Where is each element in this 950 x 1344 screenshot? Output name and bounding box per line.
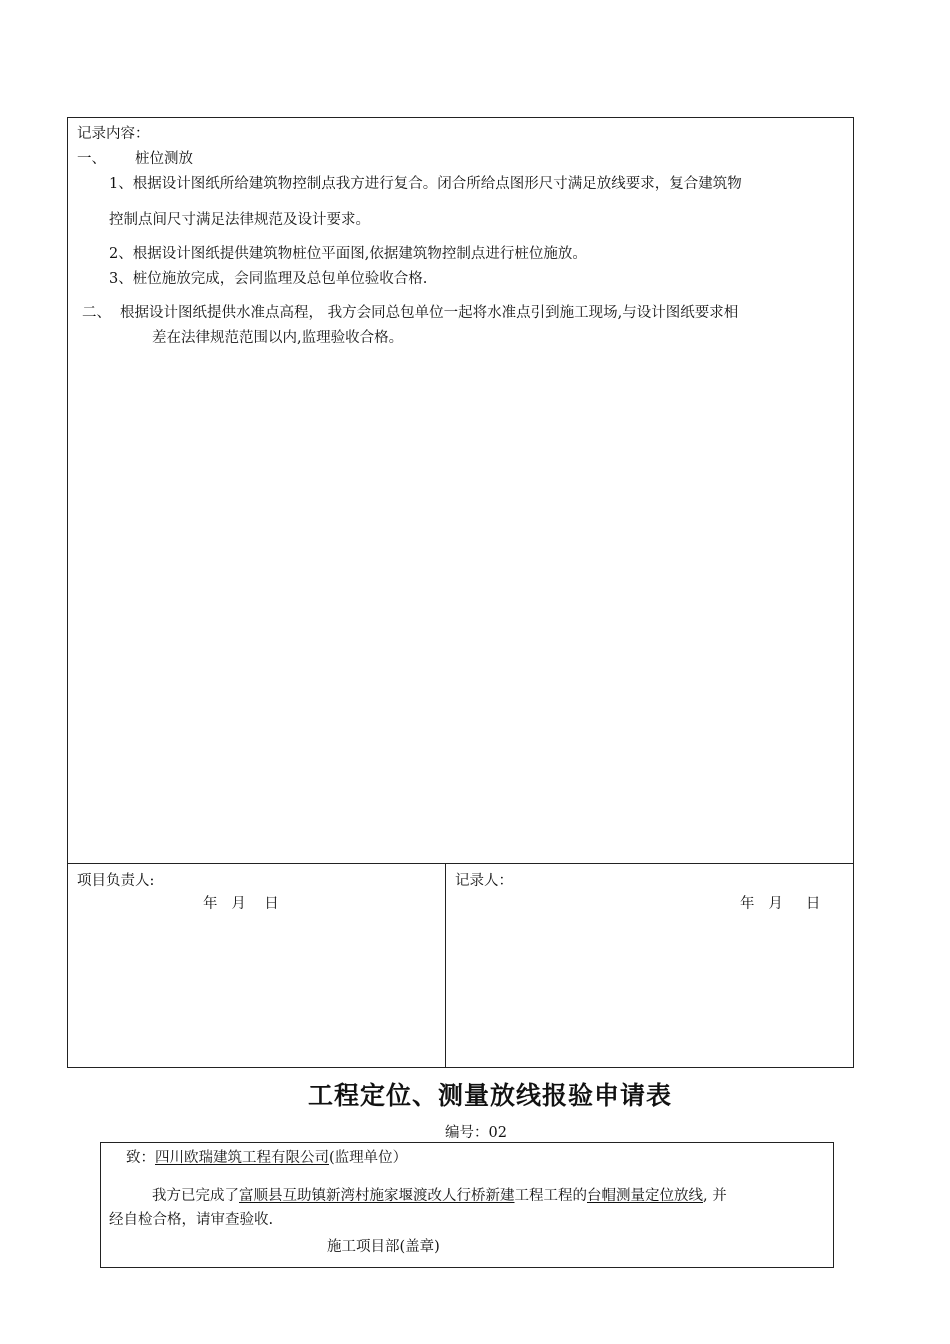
form-number: 编号：02 — [445, 1125, 507, 1141]
addressee-prefix: 致： — [126, 1150, 155, 1166]
section2-line2: 差在法律规范范围以内,监理验收合格。 — [152, 330, 404, 346]
item1-line1: 1、根据设计图纸所给建筑物控制点我方进行复合。闭合所给点图形尺寸满足放线要求，复合建筑物 — [109, 176, 742, 192]
construction-dept-signer: 施工项目部(盖章) — [327, 1239, 440, 1255]
item3-text: 3、桩位施放完成，会同监理及总包单位验收合格. — [109, 271, 428, 287]
recorder-date: 年 月 日 — [740, 896, 821, 912]
record-table-divider — [67, 863, 854, 864]
project-manager-date: 年 月 日 — [203, 896, 279, 912]
section2-line1: 根据设计图纸提供水准点高程， 我方会同总包单位一起将水准点引到施工现场,与设计图纸要求相 — [120, 305, 739, 321]
application-body-line2: 经自检合格，请审查验收. — [109, 1212, 274, 1228]
body-prefix: 我方已完成了 — [152, 1188, 239, 1204]
addressee-suffix: (监理单位） — [329, 1150, 408, 1166]
form-title: 工程定位、测量放线报验申请表 — [307, 1081, 672, 1110]
body-suffix: , 并 — [703, 1188, 727, 1204]
project-name: 富顺县互助镇新湾村施家堰渡改人行桥新建 — [239, 1188, 515, 1204]
section1-title: 桩位测放 — [135, 151, 193, 167]
recorder-label: 记录人： — [455, 873, 513, 889]
item1-line2: 控制点间尺寸满足法律规范及设计要求。 — [109, 212, 370, 228]
signature-column-divider — [445, 863, 446, 1068]
section2-number: 二、 — [82, 305, 111, 321]
item2-text: 2、根据设计图纸提供建筑物桩位平面图,依据建筑物控制点进行桩位施放。 — [109, 246, 587, 262]
record-heading: 记录内容： — [77, 126, 150, 142]
application-body-line1 — [152, 1184, 727, 1205]
supervisor-company: 四川欧瑞建筑工程有限公司 — [155, 1150, 329, 1166]
section1-number: 一、 — [77, 151, 106, 167]
project-manager-label: 项目负责人: — [77, 873, 155, 889]
addressee-line — [126, 1146, 407, 1167]
work-item: 台帽测量定位放线 — [587, 1188, 703, 1204]
body-mid: 工程工程的 — [514, 1188, 587, 1204]
